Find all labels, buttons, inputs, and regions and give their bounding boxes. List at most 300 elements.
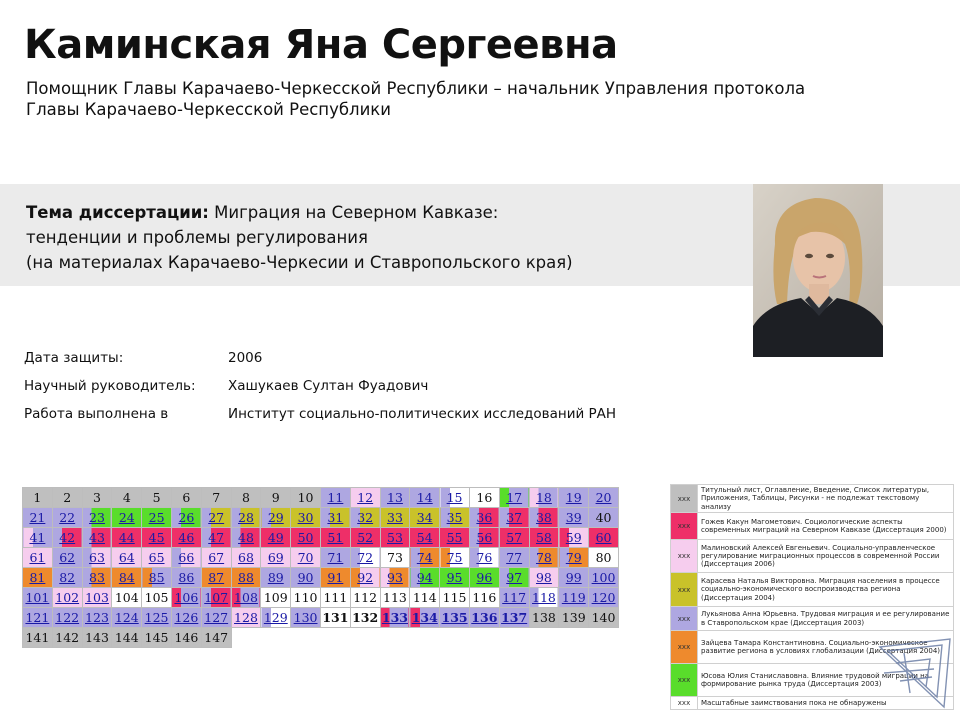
page-link[interactable]: 86 xyxy=(178,570,195,585)
page-cell xyxy=(142,588,172,608)
page-link[interactable]: 63 xyxy=(89,550,105,565)
page-link[interactable]: 12 xyxy=(357,490,374,505)
page-link[interactable]: 77 xyxy=(506,550,523,565)
page-cell[interactable] xyxy=(410,508,440,528)
page-link[interactable]: 54 xyxy=(416,530,433,545)
page-link[interactable]: 32 xyxy=(357,510,374,525)
page-link[interactable]: 66 xyxy=(178,550,195,565)
page-cell xyxy=(589,548,619,568)
page-link[interactable]: 134 xyxy=(411,610,438,625)
page-cell[interactable] xyxy=(529,568,559,588)
page-number: 5 xyxy=(152,490,161,505)
legend-text: Гожев Какун Магометович. Социологические аспекты современных миграций на Северном Кавказе (Диссертация 2000) xyxy=(698,513,954,540)
page-cell[interactable] xyxy=(589,488,619,508)
page-number: 131 xyxy=(322,610,349,625)
page-link[interactable]: 47 xyxy=(208,530,225,545)
page-cell[interactable] xyxy=(499,548,529,568)
page-number: 143 xyxy=(85,630,109,645)
page-cell[interactable] xyxy=(469,528,499,548)
page-cell[interactable] xyxy=(499,588,529,608)
page-number: 142 xyxy=(55,630,80,645)
page-cell[interactable] xyxy=(529,528,559,548)
page-number: 6 xyxy=(182,490,191,505)
page-cell[interactable] xyxy=(529,548,559,568)
page-cell[interactable] xyxy=(440,528,470,548)
page-cell[interactable] xyxy=(499,528,529,548)
page-cell[interactable] xyxy=(529,588,559,608)
page-cell[interactable] xyxy=(23,508,53,528)
page-cell[interactable] xyxy=(350,568,380,588)
page-cell[interactable] xyxy=(410,568,440,588)
page-cell[interactable] xyxy=(410,608,440,628)
page-cell xyxy=(469,588,499,608)
page-link[interactable]: 45 xyxy=(148,530,165,545)
page-link[interactable]: 89 xyxy=(267,570,284,585)
page-cell[interactable] xyxy=(380,528,410,548)
page-cell[interactable] xyxy=(440,548,470,568)
legend-swatch: xxx xyxy=(671,573,698,607)
page-link[interactable]: 133 xyxy=(381,610,408,625)
page-cell[interactable] xyxy=(291,508,321,528)
page-link[interactable]: 92 xyxy=(357,570,374,585)
page-cell[interactable] xyxy=(142,608,172,628)
page-link[interactable]: 58 xyxy=(535,530,552,545)
page-link[interactable]: 83 xyxy=(89,570,105,585)
page-link[interactable]: 125 xyxy=(144,610,169,625)
page-cell[interactable] xyxy=(201,588,231,608)
page-cell[interactable] xyxy=(350,548,380,568)
dissertation-title-line: тенденции и проблемы регулирования xyxy=(26,228,368,247)
page-cell[interactable] xyxy=(410,548,440,568)
page-link[interactable]: 49 xyxy=(267,530,284,545)
page-link[interactable]: 70 xyxy=(297,550,314,565)
page-cell[interactable] xyxy=(559,528,589,548)
page-cell[interactable] xyxy=(201,608,231,628)
grid-row xyxy=(23,568,619,588)
legend-text: Зайцева Тамара Константиновна. Социально-экономическое развитие региона в условиях глобализации (Диссертация 2004) xyxy=(698,631,954,664)
page-link[interactable]: 82 xyxy=(59,570,76,585)
page-link[interactable]: 84 xyxy=(118,570,135,585)
page-link[interactable]: 135 xyxy=(441,610,468,625)
page-link[interactable]: 30 xyxy=(297,510,314,525)
page-link[interactable]: 56 xyxy=(476,530,493,545)
page-link[interactable]: 100 xyxy=(591,570,616,585)
page-link[interactable]: 48 xyxy=(238,530,254,545)
page-link[interactable]: 29 xyxy=(267,510,284,525)
page-number: 116 xyxy=(472,590,497,605)
page-cell[interactable] xyxy=(529,488,559,508)
page-cell[interactable] xyxy=(112,568,142,588)
page-link[interactable]: 126 xyxy=(174,610,199,625)
page-number: 144 xyxy=(114,630,139,645)
page-link[interactable]: 72 xyxy=(357,550,374,565)
page-link[interactable]: 68 xyxy=(238,550,254,565)
page-link[interactable]: 62 xyxy=(59,550,76,565)
page-cell[interactable] xyxy=(380,508,410,528)
page-link[interactable]: 42 xyxy=(59,530,76,545)
page-link[interactable]: 87 xyxy=(208,570,225,585)
page-link[interactable]: 23 xyxy=(89,510,105,525)
page-link[interactable]: 106 xyxy=(174,590,199,605)
page-cell[interactable] xyxy=(559,588,589,608)
page-cell[interactable] xyxy=(201,568,231,588)
page-link[interactable]: 102 xyxy=(55,590,80,605)
page-cell[interactable] xyxy=(201,548,231,568)
page-link[interactable]: 97 xyxy=(506,570,523,585)
page-cell[interactable] xyxy=(261,548,291,568)
empty-cell xyxy=(231,628,261,648)
page-link[interactable]: 120 xyxy=(591,590,616,605)
page-cell[interactable] xyxy=(291,528,321,548)
person-name: Каминская Яна Сергеевна xyxy=(24,22,618,68)
page-cell[interactable] xyxy=(410,528,440,548)
page-link[interactable]: 90 xyxy=(297,570,314,585)
page-cell[interactable] xyxy=(291,568,321,588)
page-cell[interactable] xyxy=(231,548,261,568)
page-cell[interactable] xyxy=(261,608,291,628)
page-link[interactable]: 118 xyxy=(532,590,556,605)
page-cell[interactable] xyxy=(52,588,82,608)
page-link[interactable]: 74 xyxy=(416,550,433,565)
page-cell[interactable] xyxy=(112,508,142,528)
page-link[interactable]: 96 xyxy=(476,570,493,585)
page-cell[interactable] xyxy=(23,588,53,608)
page-cell[interactable] xyxy=(350,508,380,528)
page-cell xyxy=(291,588,321,608)
page-cell[interactable] xyxy=(410,488,440,508)
page-number: 105 xyxy=(144,590,169,605)
page-map-grid xyxy=(22,487,619,648)
legend-row xyxy=(671,513,954,540)
page-link[interactable]: 128 xyxy=(234,610,258,625)
page-cell xyxy=(52,628,82,648)
page-cell[interactable] xyxy=(142,568,172,588)
page-link[interactable]: 71 xyxy=(327,550,344,565)
page-cell[interactable] xyxy=(52,508,82,528)
page-cell[interactable] xyxy=(112,528,142,548)
page-link[interactable]: 81 xyxy=(29,570,46,585)
page-link[interactable]: 53 xyxy=(387,530,403,545)
page-cell[interactable] xyxy=(499,488,529,508)
empty-cell xyxy=(529,628,559,648)
empty-cell xyxy=(380,628,410,648)
page-link[interactable]: 95 xyxy=(446,570,463,585)
empty-cell xyxy=(589,628,619,648)
page-link[interactable]: 13 xyxy=(387,490,403,505)
page-number: 8 xyxy=(242,490,250,505)
fact-value: Хашукаев Султан Фуадович xyxy=(228,378,429,394)
page-link[interactable]: 14 xyxy=(416,490,433,505)
page-link[interactable]: 51 xyxy=(327,530,344,545)
page-link[interactable]: 38 xyxy=(535,510,552,525)
page-cell[interactable] xyxy=(23,608,53,628)
empty-cell xyxy=(350,628,380,648)
page-cell xyxy=(589,508,619,528)
page-link[interactable]: 122 xyxy=(55,610,80,625)
page-link[interactable]: 61 xyxy=(29,550,46,565)
page-link[interactable]: 19 xyxy=(565,490,582,505)
page-cell[interactable] xyxy=(261,528,291,548)
page-cell[interactable] xyxy=(142,528,172,548)
page-link[interactable]: 34 xyxy=(416,510,433,525)
fact-row xyxy=(24,406,616,434)
page-link[interactable]: 98 xyxy=(535,570,552,585)
dissertation-label: Тема диссертации: xyxy=(26,203,209,222)
page-cell[interactable] xyxy=(23,528,53,548)
page-cell[interactable] xyxy=(320,548,350,568)
fact-label: Дата защиты: xyxy=(24,350,124,366)
page-cell[interactable] xyxy=(171,528,201,548)
legend-row xyxy=(671,607,954,631)
page-link[interactable]: 130 xyxy=(293,610,318,625)
page-link[interactable]: 64 xyxy=(118,550,135,565)
page-link[interactable]: 52 xyxy=(357,530,374,545)
stamp-seal xyxy=(874,633,956,715)
page-cell[interactable] xyxy=(142,508,172,528)
page-link[interactable]: 33 xyxy=(387,510,403,525)
page-link[interactable]: 60 xyxy=(595,530,612,545)
page-cell[interactable] xyxy=(469,608,499,628)
page-cell[interactable] xyxy=(559,568,589,588)
page-link[interactable]: 11 xyxy=(327,490,344,505)
page-cell[interactable] xyxy=(469,568,499,588)
page-cell[interactable] xyxy=(82,588,112,608)
page-link[interactable]: 117 xyxy=(502,590,527,605)
page-link[interactable]: 136 xyxy=(471,610,498,625)
page-number: 145 xyxy=(144,630,169,645)
page-cell[interactable] xyxy=(112,548,142,568)
page-link[interactable]: 36 xyxy=(476,510,493,525)
page-cell[interactable] xyxy=(440,608,470,628)
page-number: 132 xyxy=(352,610,379,625)
page-link[interactable]: 69 xyxy=(267,550,284,565)
page-cell[interactable] xyxy=(320,488,350,508)
empty-cell xyxy=(440,628,470,648)
page-number: 147 xyxy=(204,630,229,645)
page-cell[interactable] xyxy=(261,508,291,528)
page-number: 40 xyxy=(595,510,612,525)
page-cell[interactable] xyxy=(350,528,380,548)
page-cell xyxy=(380,548,410,568)
page-cell xyxy=(469,488,499,508)
page-cell[interactable] xyxy=(112,608,142,628)
page-link[interactable]: 27 xyxy=(208,510,225,525)
page-cell[interactable] xyxy=(589,568,619,588)
page-cell[interactable] xyxy=(23,548,53,568)
page-link[interactable]: 67 xyxy=(208,550,225,565)
page-cell[interactable] xyxy=(380,568,410,588)
fact-row xyxy=(24,350,616,378)
page-link[interactable]: 137 xyxy=(501,610,528,625)
page-link[interactable]: 28 xyxy=(238,510,254,525)
grid-row xyxy=(23,488,619,508)
empty-cell xyxy=(469,628,499,648)
page-cell xyxy=(112,588,142,608)
page-link[interactable]: 79 xyxy=(565,550,582,565)
legend-swatch: xxx xyxy=(671,631,698,664)
grid-row xyxy=(23,548,619,568)
page-link[interactable]: 78 xyxy=(535,550,552,565)
legend-text: Титульный лист, Оглавление, Введение, Список литературы, Приложения, Таблицы, Рисунки - не подлежат текстовому анализу xyxy=(698,485,954,513)
page-link[interactable]: 18 xyxy=(535,490,552,505)
page-link[interactable]: 44 xyxy=(118,530,135,545)
grid-row xyxy=(23,508,619,528)
dissertation-title-line: Миграция на Северном Кавказе: xyxy=(214,203,499,222)
page-link[interactable]: 21 xyxy=(29,510,46,525)
page-link[interactable]: 41 xyxy=(29,530,46,545)
page-link[interactable]: 108 xyxy=(234,590,258,605)
page-cell[interactable] xyxy=(171,608,201,628)
page-cell[interactable] xyxy=(171,508,201,528)
page-link[interactable]: 75 xyxy=(446,550,463,565)
page-cell[interactable] xyxy=(201,528,231,548)
page-link[interactable]: 37 xyxy=(506,510,523,525)
page-link[interactable]: 31 xyxy=(327,510,344,525)
person-position xyxy=(26,78,866,120)
page-link[interactable]: 26 xyxy=(178,510,195,525)
portrait-photo xyxy=(753,184,883,357)
fact-label: Научный руководитель: xyxy=(24,378,196,394)
page-cell xyxy=(589,608,619,628)
page-link[interactable]: 88 xyxy=(238,570,254,585)
defense-facts xyxy=(24,350,616,434)
page-link[interactable]: 55 xyxy=(446,530,463,545)
page-cell[interactable] xyxy=(52,528,82,548)
page-cell[interactable] xyxy=(52,568,82,588)
page-cell[interactable] xyxy=(171,568,201,588)
page-cell[interactable] xyxy=(320,508,350,528)
page-cell[interactable] xyxy=(231,608,261,628)
page-cell[interactable] xyxy=(52,608,82,628)
page-link[interactable]: 35 xyxy=(446,510,463,525)
page-link[interactable]: 59 xyxy=(565,530,582,545)
page-cell[interactable] xyxy=(23,568,53,588)
page-link[interactable]: 50 xyxy=(297,530,314,545)
page-cell xyxy=(350,608,380,628)
page-cell[interactable] xyxy=(171,548,201,568)
page-link[interactable]: 17 xyxy=(506,490,523,505)
page-link[interactable]: 20 xyxy=(595,490,612,505)
page-cell[interactable] xyxy=(231,568,261,588)
page-link[interactable]: 85 xyxy=(148,570,165,585)
page-cell[interactable] xyxy=(589,588,619,608)
legend-swatch: xxx xyxy=(671,607,698,631)
page-cell[interactable] xyxy=(52,548,82,568)
page-number: 114 xyxy=(412,590,437,605)
page-cell[interactable] xyxy=(320,528,350,548)
dissertation-topic xyxy=(26,200,726,275)
page-link[interactable]: 103 xyxy=(85,590,109,605)
page-cell[interactable] xyxy=(261,568,291,588)
page-cell[interactable] xyxy=(171,588,201,608)
page-cell[interactable] xyxy=(440,508,470,528)
page-cell[interactable] xyxy=(82,548,112,568)
page-cell[interactable] xyxy=(350,488,380,508)
page-cell[interactable] xyxy=(82,508,112,528)
page-link[interactable]: 46 xyxy=(178,530,195,545)
page-cell[interactable] xyxy=(559,488,589,508)
page-link[interactable]: 91 xyxy=(327,570,344,585)
page-cell xyxy=(23,628,53,648)
page-number: 16 xyxy=(476,490,493,505)
page-cell[interactable] xyxy=(559,508,589,528)
page-cell xyxy=(320,588,350,608)
page-link[interactable]: 101 xyxy=(25,590,50,605)
page-cell[interactable] xyxy=(469,548,499,568)
page-cell[interactable] xyxy=(499,508,529,528)
page-cell[interactable] xyxy=(231,588,261,608)
page-cell[interactable] xyxy=(291,608,321,628)
page-link[interactable]: 22 xyxy=(59,510,76,525)
page-link[interactable]: 119 xyxy=(561,590,586,605)
legend-text: Масштабные заимствования пока не обнаружены xyxy=(698,697,954,710)
page-cell xyxy=(529,608,559,628)
page-cell[interactable] xyxy=(440,488,470,508)
page-link[interactable]: 123 xyxy=(85,610,109,625)
page-number: 1 xyxy=(33,490,42,505)
page-cell[interactable] xyxy=(82,528,112,548)
legend-swatch: xxx xyxy=(671,540,698,573)
page-cell[interactable] xyxy=(231,508,261,528)
page-cell[interactable] xyxy=(529,508,559,528)
page-link[interactable]: 15 xyxy=(446,490,463,505)
page-link[interactable]: 76 xyxy=(476,550,493,565)
page-cell[interactable] xyxy=(82,608,112,628)
page-cell[interactable] xyxy=(559,548,589,568)
dissertation-title-line: (на материалах Карачаево-Черкесии и Ставропольского края) xyxy=(26,253,573,272)
page-cell[interactable] xyxy=(201,508,231,528)
legend-swatch: xxx xyxy=(671,664,698,697)
page-link[interactable]: 127 xyxy=(204,610,229,625)
fact-value: 2006 xyxy=(228,350,263,366)
page-link[interactable]: 121 xyxy=(25,610,50,625)
page-cell[interactable] xyxy=(380,488,410,508)
page-cell[interactable] xyxy=(589,528,619,548)
page-link[interactable]: 93 xyxy=(387,570,403,585)
page-link[interactable]: 124 xyxy=(114,610,139,625)
page-link[interactable]: 43 xyxy=(89,530,105,545)
page-link[interactable]: 39 xyxy=(565,510,582,525)
page-cell[interactable] xyxy=(142,548,172,568)
portrait-image xyxy=(753,184,883,357)
page-cell xyxy=(82,628,112,648)
page-link[interactable]: 25 xyxy=(148,510,165,525)
page-cell[interactable] xyxy=(82,568,112,588)
page-cell[interactable] xyxy=(291,548,321,568)
page-cell[interactable] xyxy=(231,528,261,548)
page-cell xyxy=(410,588,440,608)
page-cell[interactable] xyxy=(380,608,410,628)
page-cell xyxy=(231,488,261,508)
page-cell[interactable] xyxy=(499,568,529,588)
page-cell[interactable] xyxy=(469,508,499,528)
page-link[interactable]: 129 xyxy=(263,610,288,625)
page-cell[interactable] xyxy=(499,608,529,628)
legend-text: Малиновский Алексей Евгеньевич. Социально-управленческое регулирование миграционных процессов в современной России (Диссертация 2006) xyxy=(698,540,954,573)
page-cell[interactable] xyxy=(320,568,350,588)
page-link[interactable]: 24 xyxy=(118,510,135,525)
page-link[interactable]: 57 xyxy=(506,530,523,545)
grid-row xyxy=(23,608,619,628)
page-cell xyxy=(142,628,172,648)
page-link[interactable]: 99 xyxy=(565,570,582,585)
page-cell xyxy=(201,628,231,648)
page-link[interactable]: 65 xyxy=(148,550,165,565)
page-link[interactable]: 107 xyxy=(204,590,229,605)
page-number: 2 xyxy=(63,490,72,505)
page-link[interactable]: 94 xyxy=(416,570,433,585)
page-cell[interactable] xyxy=(440,568,470,588)
